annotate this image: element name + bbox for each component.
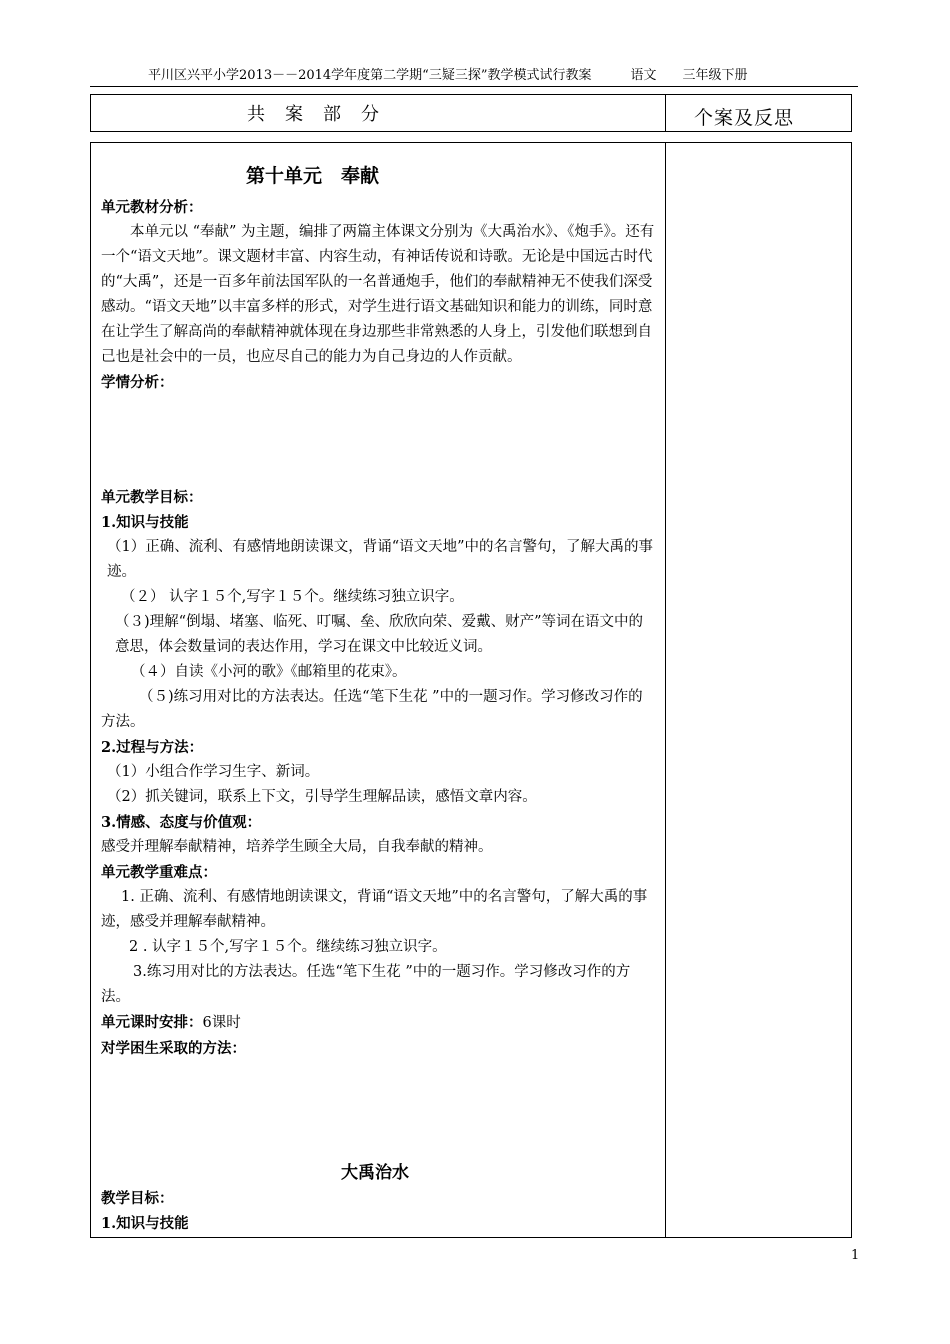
schedule-value: 6课时 — [202, 1015, 241, 1031]
personal-plan-title: 个案及反思 — [694, 107, 795, 129]
lesson-goals-label: 教学目标： — [101, 1190, 174, 1207]
shared-plan-content-cell — [90, 142, 666, 1238]
goal-knowledge-label: 1.知识与技能 — [101, 514, 189, 531]
goal-process-item: （1）小组合作学习生字、新词。 — [107, 764, 320, 780]
lesson-title: 大禹治水 — [341, 1163, 409, 1183]
key-point-item: 1. 正确、流利、有感情地朗读课文，背诵“语文天地”中的名言警句，了解大禹的事迹，感受并理解奉献精神。 — [101, 889, 648, 930]
key-point-item: 2 . 认字１５个,写字１５个。继续练习独立识字。 — [129, 939, 447, 955]
lesson-plan-content — [101, 161, 657, 1236]
page-header: 平川区兴平小学2013－－2014学年度第二学期“三疑三探”教学模式试行教案 语文 三年级下册 — [148, 68, 748, 83]
personal-plan-header-cell — [665, 94, 852, 132]
goal-knowledge-item: （５)练习用对比的方法表达。任选“笔下生花 ”中的一题习作。学习修改习作的方法。 — [101, 689, 643, 730]
unit-goals-label: 单元教学目标： — [101, 489, 203, 506]
shared-plan-title: 共案部分 — [247, 104, 399, 125]
key-points-label: 单元教学重难点： — [101, 864, 217, 881]
header-divider — [90, 86, 858, 87]
goal-attitude-text: 感受并理解奉献精神，培养学生顾全大局，自我奉献的精神。 — [101, 839, 493, 855]
schedule-label: 单元课时安排： — [101, 1014, 203, 1031]
unit-title: 第十单元 奉献 — [246, 165, 380, 187]
schedule-line — [101, 1010, 657, 1036]
shared-plan-header-cell — [90, 94, 666, 132]
blank-space — [101, 1151, 657, 1161]
method-label: 对学困生采取的方法： — [101, 1040, 246, 1057]
material-analysis-text: 本单元以 “奉献” 为主题，编排了两篇主体课文分别为《大禹治水》、《炮手》。还有一个“语文天地”。课文题材丰富、内容生动，有神话传说和诗歌。无论是中国远古时代的“大禹”，还是一百多年前法国军队的一名普通炮手，他们的奉献精神无不使我们深受感动。“语文天地”以丰富多样的形式，对学生进行语文基础知识和能力的训练，同时意在让学生了解高尚的奉献精神就体现在身边那些非常熟悉的人身上，引发他们联想到自己也是社会中的一员，也应尽自己的能力为自己身边的人作贡献。 — [101, 224, 655, 365]
blank-space — [101, 1061, 657, 1151]
goal-attitude-label: 3.情感、态度与价值观： — [101, 814, 262, 831]
goal-process-label: 2.过程与方法： — [101, 739, 204, 756]
blank-space — [101, 395, 657, 485]
material-analysis-label: 单元教材分析： — [101, 199, 203, 216]
goal-knowledge-item: （２） 认字１５个,写字１５个。继续练习独立识字。 — [121, 589, 464, 605]
student-analysis-label: 学情分析： — [101, 374, 174, 391]
lesson-goal-knowledge-label: 1.知识与技能 — [101, 1215, 189, 1232]
goal-knowledge-item: （３)理解“倒塌、堵塞、临死、叮嘱、垒、欣欣向荣、爱戴、财产”等词在语文中的意思，体会数量词的表达作用，学习在课文中比较近义词。 — [115, 614, 643, 655]
goal-knowledge-item: （４）自读《小河的歌》《邮箱里的花束》。 — [131, 664, 407, 680]
goal-process-item: （2）抓关键词，联系上下文，引导学生理解品读，感悟文章内容。 — [107, 789, 537, 805]
personal-plan-content-cell — [665, 142, 852, 1238]
goal-knowledge-item: （1）正确、流利、有感情地朗读课文，背诵“语文天地”中的名言警句，了解大禹的事迹。 — [107, 539, 654, 580]
key-point-item: 3.练习用对比的方法表达。任选“笔下生花 ”中的一题习作。学习修改习作的方法。 — [101, 964, 631, 1005]
page-number: 1 — [851, 1248, 860, 1263]
